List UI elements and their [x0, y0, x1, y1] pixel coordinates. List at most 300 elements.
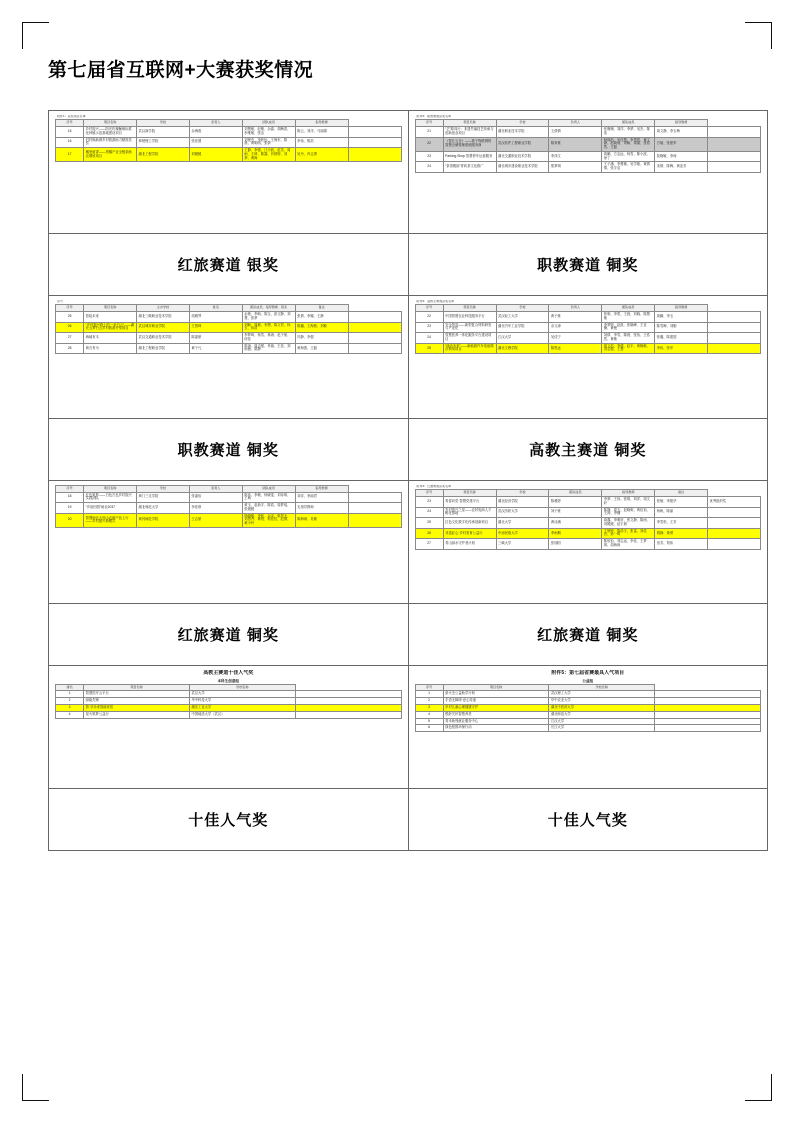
table-cell: 智慧医疗云平台: [84, 691, 190, 698]
table-cell: 华中科技大学: [189, 698, 295, 705]
table-column-header: 备注: [295, 305, 348, 312]
award-list-screenshot: [415, 115, 762, 229]
award-caption-cell: [409, 419, 769, 481]
award-screenshot-cell: [49, 296, 409, 419]
table-cell: 李伟、张华: [655, 343, 708, 354]
table-cell: 陈嘉豪: [189, 333, 242, 344]
table-cell: 张倩、李娜、王静: [295, 311, 348, 322]
table-cell-index: 3: [415, 704, 443, 711]
table-cell: 陈家豪: [549, 137, 602, 151]
table-cell: 武汉交通职业技术学院: [137, 333, 190, 344]
table-cell: 陈璐、王海燕、刘敏: [295, 322, 348, 333]
table-row: [56, 311, 402, 322]
table-row: [56, 704, 402, 711]
caption-row: [49, 604, 768, 666]
award-caption: 职教赛道 铜奖: [177, 442, 279, 459]
award-list-screenshot: [415, 300, 762, 414]
table-cell: 吴丹、肖志勇: [295, 148, 348, 162]
table-cell: 吴佳宁: [549, 333, 602, 344]
table-cell-index: 27: [56, 333, 84, 344]
table-cell: 乡村振兴之星——农村电商人才孵化基地: [443, 507, 496, 518]
screenshot-header-left: 附件1：获奖项目名单: [57, 115, 86, 118]
table-row: [56, 333, 402, 344]
table-cell: 武汉纺织大学: [496, 507, 549, 518]
table-cell: 张敏、李建华: [655, 496, 708, 507]
table-cell: 湖北城市建设职业技术学院: [496, 162, 549, 173]
award-table: [415, 489, 762, 549]
table-cell: 张瑞阳: [549, 539, 602, 550]
table-cell: 湖北师范大学: [137, 503, 190, 514]
award-caption: 红旅赛道 铜奖: [177, 627, 279, 644]
table-cell-index: 5: [415, 718, 443, 725]
table-row: [415, 311, 761, 322]
table-cell: 华中农业大学: [549, 698, 655, 705]
table-cell: 刘子豪: [549, 507, 602, 518]
table-row: [56, 698, 402, 705]
table-cell: 武汉商学院: [137, 126, 190, 137]
table-cell: 陈海涛、吴敏: [295, 513, 348, 527]
award-caption-cell: [409, 234, 769, 296]
table-row: [56, 126, 402, 137]
table-row: [415, 528, 761, 539]
table-cell: [295, 691, 401, 698]
table-cell: 海阔有木: [84, 333, 137, 344]
table-cell: 陈思远: [549, 343, 602, 354]
table-row: [415, 518, 761, 529]
table-cell-index: 28: [56, 343, 84, 354]
table-cell: 胡静、黄勇: [655, 528, 708, 539]
caption-row: [49, 789, 768, 851]
table-cell: 陈涛、周志强、肖丽、王佳、刘雨薇、陈静: [242, 343, 295, 354]
table-row: [415, 322, 761, 333]
award-list-screenshot: [55, 485, 402, 599]
table-cell: 周文静、李玉梅: [655, 126, 708, 137]
table-cell: 李梦琦、杨雪、林涛、赵子豪、何佳: [242, 333, 295, 344]
table-cell-index: 20: [56, 513, 84, 527]
table-cell: 杨林浩、吴佳慧、李思思、黄文静、赵晓雨、刘畅、周丽、张浩然、王磊: [602, 137, 655, 151]
table-cell: 三峡大学: [496, 539, 549, 550]
award-screenshot-cell: [49, 111, 409, 234]
table-cell: 田芳、郑伟: [655, 539, 708, 550]
table-cell: [708, 528, 761, 539]
table-cell: 武汉轻工大学: [496, 311, 549, 322]
table-cell: 荆楚理工学院: [137, 137, 190, 148]
award-caption-cell: [49, 234, 409, 296]
table-cell-index: 27: [415, 539, 443, 550]
table-cell: [295, 711, 401, 718]
table-column-header: 指导教师: [295, 120, 348, 127]
table-cell-index: 24: [415, 162, 443, 173]
table-cell: 熊梦琪: [549, 162, 602, 173]
award-table: [55, 304, 402, 354]
table-column-header: 学校: [496, 490, 549, 497]
table-cell: 李佳琪: [189, 503, 242, 514]
award-caption-cell: [409, 789, 769, 851]
table-cell: 湖北工程学院: [137, 148, 190, 162]
table-column-header: 序号: [56, 120, 84, 127]
table-row: [415, 343, 761, 354]
screenshot-subtitle: 本科生创意组: [217, 678, 240, 683]
table-cell: 湖北交通职业技术学院: [496, 151, 549, 162]
table-cell-index: 24: [415, 507, 443, 518]
crop-mark-top-right: [745, 22, 772, 49]
table-cell-index: 25: [415, 518, 443, 529]
table-cell: 陈雪梅、刘刚: [655, 322, 708, 333]
screenshot-row: [49, 481, 768, 604]
screenshot-header-left: 附件2：职教赛道获奖名单: [416, 115, 452, 118]
table-column-header: 负责人: [549, 305, 602, 312]
table-cell-index: 19: [56, 503, 84, 514]
table-cell: 智慧医养一体化服务平台建设项目: [443, 333, 496, 344]
table-cell: 红色筑梦——白色古色乡村振兴实践团队: [84, 492, 137, 503]
table-cell-index: 23: [415, 496, 443, 507]
table-cell: 黄诗涵: [549, 518, 602, 529]
table-column-header: 主办学校: [137, 305, 190, 312]
table-row: [415, 711, 761, 718]
table-cell: 中国地质大学（武汉）: [189, 711, 295, 718]
table-cell: [655, 704, 761, 711]
table-cell: [655, 718, 761, 725]
table-column-header: 项目名称: [443, 684, 549, 691]
table-cell: 湖北工业大学: [189, 704, 295, 711]
table-cell: 黄石有为: [84, 343, 137, 354]
table-cell: 湖北职业技术学院: [496, 126, 549, 137]
table-cell: 周文浩、李倩、赵宇、黄晓敏、刘志强、王慧: [602, 343, 655, 354]
page-title: 第七届省互联网+大赛获奖情况: [48, 60, 314, 81]
table-cell: 张佳慧: [189, 137, 242, 148]
table-cell: Parking Shop 智慧停车运营服务: [443, 151, 496, 162]
table-cell: 王子涵、李慧敏、吴学敏、黄倩倩、张宇辰: [602, 162, 655, 173]
table-column-header: 序号: [415, 305, 443, 312]
table-column-header: 项目名称: [443, 120, 496, 127]
caption-row: [49, 419, 768, 481]
table-cell: [348, 503, 401, 514]
table-column-header: 项目名称: [84, 684, 190, 691]
table-cell: 陈静、周玉、赵晓明、黄佳怡、王涛、李楠: [602, 507, 655, 518]
table-cell: 黄子豪: [549, 311, 602, 322]
table-cell: 李梦婷、赵凯、张晓峰、王亚楠、黄俊: [602, 322, 655, 333]
table-row: [415, 704, 761, 711]
table-cell: 刘洋、李丽君: [295, 492, 348, 503]
table-cell: 方敏、张建军: [655, 137, 708, 151]
table-column-header: 团队成员: [242, 486, 295, 493]
award-table: [415, 684, 762, 732]
table-cell-index: 25: [415, 343, 443, 354]
award-caption: 十佳人气奖: [188, 812, 269, 829]
table-cell: 江汉大学: [549, 718, 655, 725]
table-cell: [348, 148, 401, 162]
table-cell: 李泽文: [549, 151, 602, 162]
table-row: [415, 507, 761, 518]
table-cell: [295, 698, 401, 705]
table-column-header: 团队成员、指导教师、院系: [242, 305, 295, 312]
table-cell-index: 21: [415, 126, 443, 137]
table-row: [415, 137, 761, 151]
table-column-header: 备注: [655, 490, 708, 497]
award-list-screenshot: [415, 670, 762, 784]
table-row: [415, 333, 761, 344]
table-cell: [655, 698, 761, 705]
table-row: [415, 698, 761, 705]
table-cell: [348, 137, 401, 148]
table-cell-index: 2: [415, 698, 443, 705]
table-cell: [655, 711, 761, 718]
screenshot-header-left: 附件4：红旅赛道获奖名单: [416, 485, 452, 488]
screenshot-header-left: 序号: [57, 300, 64, 303]
table-cell: 中国智慧农业科技服务平台: [443, 311, 496, 322]
screenshot-row: [49, 296, 768, 419]
award-screenshot-cell: [409, 111, 769, 234]
table-cell-index: 16: [56, 137, 84, 148]
table-cell: 智绘未来: [84, 311, 137, 322]
table-cell: 江汉大学: [496, 333, 549, 344]
table-cell: 刘慧敏、赵敏、余嘉、胡梅香、李维敏、张洁: [242, 126, 295, 137]
table-cell: 橘里留香——柑橘产业全链条助农增收项目: [84, 148, 137, 162]
table-cell: 智慧助农大别山农副产品上行——乡村振兴新模式: [84, 513, 137, 527]
award-caption-cell: [49, 419, 409, 481]
award-caption-cell: [409, 604, 769, 666]
table-column-header: 学校名称: [189, 684, 295, 691]
table-cell: 陈云、刘洋、马丽娟: [295, 126, 348, 137]
table-cell: [708, 507, 761, 518]
table-cell: 优秀组织奖: [708, 496, 761, 507]
table-cell: 长江大学: [549, 725, 655, 732]
table-cell-index: 25: [56, 311, 84, 322]
table-cell-index: 17: [56, 148, 84, 162]
award-table: [55, 485, 402, 528]
table-column-header: 负责人: [549, 120, 602, 127]
award-table: [415, 304, 762, 354]
screenshot-title: 附件5：第七届省赛最具人气项目: [551, 670, 625, 676]
award-table: [55, 684, 402, 719]
table-cell: 黄玉、赵新宇、陈浩、周梦瑶、张媛媛: [242, 503, 295, 514]
table-column-header: 项目名称: [84, 120, 137, 127]
table-column-header: 指导教师: [655, 305, 708, 312]
table-cell: “乡村振兴路上的一朵白云”——湖北云梦白云乡村旅游开发项目: [84, 322, 137, 333]
award-table: [55, 119, 402, 162]
award-table: [415, 119, 762, 173]
table-column-header: 学校: [137, 486, 190, 493]
table-cell-index: 26: [56, 322, 84, 333]
table-row: [415, 691, 761, 698]
table-row: [56, 148, 402, 162]
table-cell: “艺”路同行：非遗竹编技艺传承与创新创业项目: [443, 126, 496, 137]
screenshot-header-left: 附件3：高教主赛道获奖名单: [416, 300, 455, 303]
table-column-header: 团队成员: [549, 490, 602, 497]
table-cell: 旧村焕新颜乡村旅游助力精准扶贫: [84, 137, 137, 148]
table-column-header: 序号: [56, 486, 84, 493]
table-row: [415, 539, 761, 550]
table-cell: 青山绿水守护者计划: [443, 539, 496, 550]
table-cell: 绿能先锋: [84, 698, 190, 705]
table-column-header: 指导教师: [602, 490, 655, 497]
table-column-header: 序号: [415, 684, 443, 691]
award-screenshot-cell: [409, 296, 769, 419]
table-column-header: 序号: [56, 305, 84, 312]
table-cell: 陈雅婷: [549, 496, 602, 507]
table-cell: 中南民族大学: [496, 528, 549, 539]
award-screenshot-cell: [49, 481, 409, 604]
table-cell-index: 2: [56, 698, 84, 705]
table-column-header: 学校名称: [549, 684, 655, 691]
table-cell: 陈希、李敏、杨晓雯、刘诗琪、王萌: [242, 492, 295, 503]
table-cell: 湖北经济学院: [496, 496, 549, 507]
table-cell: 余文涛: [549, 322, 602, 333]
table-cell: “乡韵田园”助农2037: [84, 503, 137, 514]
table-cell: 智·享未来智能家居: [84, 704, 190, 711]
table-column-header: 团队成员: [602, 120, 655, 127]
table-column-header: 指导教师: [295, 486, 348, 493]
table-cell: [708, 322, 761, 333]
table-cell: 手语无障碍·爱心传递: [443, 698, 549, 705]
crop-mark-bottom-left: [22, 1074, 49, 1101]
table-cell: [348, 492, 401, 503]
table-cell: [708, 539, 761, 550]
table-cell: 黄海燕、王磊: [295, 343, 348, 354]
table-cell-index: 22: [415, 137, 443, 151]
table-column-header: 学校: [137, 120, 190, 127]
table-cell: [708, 137, 761, 151]
table-cell: 《智汇云仓》——基于物联网的智慧仓储管理系统服务商: [443, 137, 496, 151]
table-column-header: 项目名称: [443, 305, 496, 312]
table-cell-index: 23: [415, 151, 443, 162]
table-cell: 萤火虫公益助学计划: [443, 691, 549, 698]
table-cell: 周鑫、李明轩、张文静、陈雨、刘媛媛、赵宇晨: [602, 518, 655, 529]
award-caption-cell: [49, 789, 409, 851]
table-cell: 武汉理工大学: [549, 691, 655, 698]
table-cell: 张璐、陈建国: [655, 333, 708, 344]
table-cell-index: 1: [56, 691, 84, 698]
table-column-header: 项目名称: [443, 490, 496, 497]
table-cell: 周鹏、方志远、杨雪、陈小波、徐丁: [602, 151, 655, 162]
table-cell: 王思琦: [189, 322, 242, 333]
table-cell: 星火筑梦公益行: [84, 711, 190, 718]
award-caption: 红旅赛道 银奖: [177, 257, 279, 274]
table-cell: 周鹏、李玉: [655, 311, 708, 322]
table-cell: 杨晓敏、李欣、余灵、陈昊天、刘思齐、林悦、郭佳佳、赵倩、黄小玲: [242, 513, 295, 527]
table-cell: 黄子凡: [189, 343, 242, 354]
table-cell-index: 6: [415, 725, 443, 732]
table-cell: [655, 691, 761, 698]
table-row: [56, 137, 402, 148]
table-column-header: 序号: [415, 120, 443, 127]
table-cell: 李梦、王伟、张琪、刘洋、周文轩: [602, 496, 655, 507]
table-cell: 乡村振兴——阳光玫瑰葡萄标准化种植示范基地建设项目: [84, 126, 137, 137]
screenshot-row: [49, 666, 768, 789]
table-cell: [348, 513, 401, 527]
table-cell: [348, 311, 401, 322]
table-column-header: 学校: [496, 305, 549, 312]
crop-mark-bottom-right: [745, 1074, 772, 1101]
award-list-screenshot: [55, 300, 402, 414]
table-cell: “茶香雅韵”青砖茶文化推广: [443, 162, 496, 173]
table-cell: 湖北文理学院: [496, 343, 549, 354]
table-column-header: 团队成员: [242, 120, 295, 127]
table-cell: 王志豪: [189, 513, 242, 527]
table-cell: [348, 126, 401, 137]
award-screenshot-grid: [48, 110, 768, 851]
table-cell: 李雪松、王芳: [655, 518, 708, 529]
table-cell-index: 15: [56, 126, 84, 137]
table-row: [415, 151, 761, 162]
table-cell: 张明、李思、王晨、刘晓、陈慧敏: [602, 311, 655, 322]
table-column-header: 指导教师: [655, 120, 708, 127]
award-screenshot-cell: [49, 666, 409, 789]
caption-row: [49, 234, 768, 296]
table-cell: [348, 333, 401, 344]
table-column-header: 序号: [415, 490, 443, 497]
table-cell: 詹晓敏、李涛: [655, 151, 708, 162]
table-cell: 李伟、熊浩: [295, 137, 348, 148]
table-cell: 无指导教师: [295, 503, 348, 514]
table-cell: [708, 518, 761, 529]
table-cell: 红色文化数字化传承创新项目: [443, 518, 496, 529]
table-row: [415, 496, 761, 507]
table-cell: 湖北中医药大学: [549, 704, 655, 711]
table-cell-index: 26: [415, 528, 443, 539]
table-cell-index: 22: [415, 311, 443, 322]
table-cell: 杨帆、陈丽: [655, 507, 708, 518]
table-cell: 冯静、李强: [295, 333, 348, 344]
table-row: [415, 162, 761, 173]
table-cell: 湖北三峡职业技术学院: [137, 311, 190, 322]
table-cell: 武汉软件工程职业学院: [496, 137, 549, 151]
table-cell: [708, 311, 761, 322]
table-row: [56, 513, 402, 527]
award-screenshot-cell: [409, 481, 769, 604]
table-cell: 王静、李强、江小波、赵雪、周雨、王琦、陈露、肖婷婷、刘梦、黄海: [242, 148, 295, 162]
table-cell: 武汉大学: [189, 691, 295, 698]
table-cell: 余海燕: [189, 126, 242, 137]
table-cell: [348, 322, 401, 333]
table-cell: 非遗匠心·乡村美育公益行: [443, 528, 496, 539]
table-column-header: 姓名: [189, 305, 242, 312]
table-cell: 湖北汽车工业学院: [496, 322, 549, 333]
table-cell: 湖北大学: [496, 518, 549, 529]
table-cell: 王婷婷、陈浩宇、张雷、刘佳音、孙一鸣: [602, 528, 655, 539]
table-cell: [708, 151, 761, 162]
screenshot-title: 高教主赛道十佳人气奖: [203, 670, 254, 676]
table-cell-index: 18: [56, 492, 84, 503]
table-cell: 武汉城市职业学院: [137, 322, 190, 333]
table-cell: 湖北师范大学: [549, 711, 655, 718]
table-row: [56, 711, 402, 718]
table-cell: 刘媛媛: [189, 148, 242, 162]
crop-mark-top-left: [22, 22, 49, 49]
table-cell: 青禾助残就业服务中心: [443, 718, 549, 725]
award-list-screenshot: [415, 485, 762, 599]
table-cell-index: 23: [415, 322, 443, 333]
table-cell: [708, 343, 761, 354]
award-caption: 十佳人气奖: [547, 812, 628, 829]
table-cell: 刘畅、周敏、李想、陈文君、杨玉、孙浩: [242, 322, 295, 333]
award-list-screenshot: [55, 670, 402, 784]
table-cell: [708, 162, 761, 173]
table-column-header: 项目名称: [84, 486, 137, 493]
table-cell-index: 4: [56, 711, 84, 718]
table-cell: 张珊珊、刘洋、李梦、吴杰、陈浩: [602, 126, 655, 137]
table-cell: 青春向党·智慧党建平台: [443, 496, 496, 507]
table-cell: [655, 725, 761, 732]
table-cell: 王倩倩: [549, 126, 602, 137]
award-screenshot-cell: [409, 666, 769, 789]
table-cell: [708, 126, 761, 137]
table-row: [56, 503, 402, 514]
screenshot-row: [49, 111, 768, 234]
table-cell: 刘俊杰、李欣怡、王海东、陈晨、黄明明、张倩: [242, 137, 295, 148]
table-cell: 宋倩、陈梅、黄亚芳: [655, 162, 708, 173]
table-column-header: 排名: [56, 684, 84, 691]
